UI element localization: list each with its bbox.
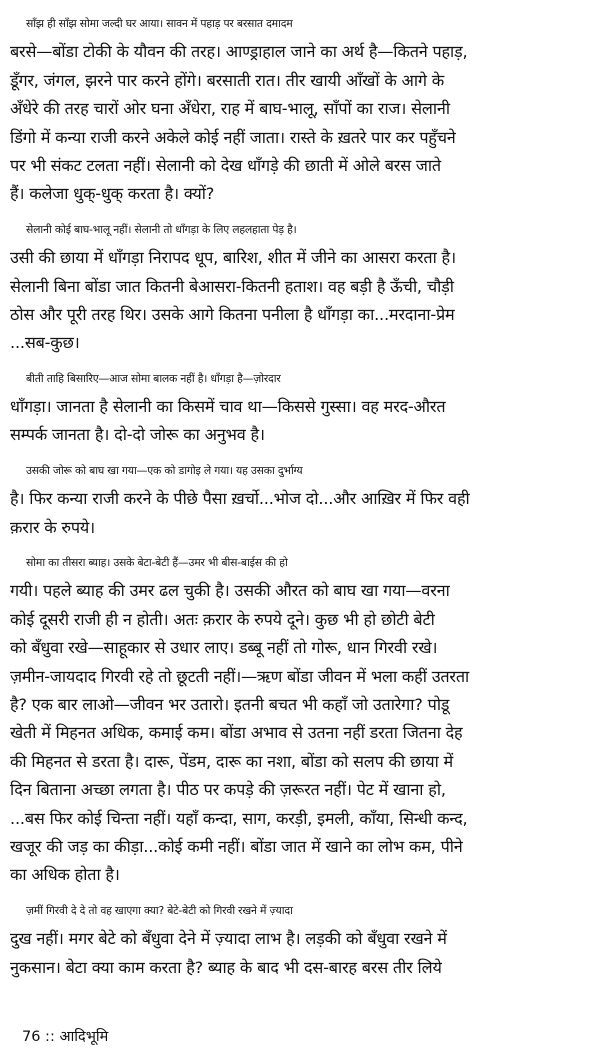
text-line: सम्पर्क जानता है। दो-दो जोरू का अनुभव है। [10,425,265,445]
text-line: ज़मीं गिरवी दे दे तो वह खाएगा क्या? बेटे-बेटी को गिरवी रखने में ज़्यादा [26,903,293,917]
text-line: दुख नहीं। मगर बेटे को बँधुवा देने में ज़्यादा लाभ है। लड़की को बँधुवा रखने में [10,929,447,949]
text-line: ...बस फिर कोई चिन्ता नहीं। यहाँ कन्दा, साग, करड़ी, इमली, काँया, सिन्धी कन्द, [10,808,468,828]
text-line: खेती में मिहनत अधिक, कमाई कम। बोंडा अभाव से उतना नहीं डरता जितना देह [10,723,463,743]
paragraph-6 [10,897,586,982]
text-line: सोमा का तीसरा ब्याह। उसके बेटा-बेटी हैं—उमर भी बीस-बाईस की हो [26,556,288,570]
text-line: ठोस और पूरी तरह थिर। उसके आगे कितना पनीला है धाँगड़ा का...मरदाना-प्रेम [10,304,455,324]
text-line: को बँधुवा रखे—साहूकार से उधार लाए। डब्बू नहीं तो गोरू, धान गिरवी रखे। [10,638,438,658]
text-line: नुकसान। बेटा क्या काम करता है? ब्याह के बाद भी दस-बारह बरस तीर लिये [10,957,442,977]
text-line: अँधेरे की तरह चारों ओर घना अँधेरा, राह में बाघ-भालू, साँपों का राज। सेलानी [10,99,450,119]
text-line: साँझ ही साँझ सोमा जल्दी घर आया। सावन में पहाड़ पर बरसात दमादम [26,17,293,30]
text-line: धाँगड़ा। जानता है सेलानी का किसमें चाव था—किससे गुस्सा। वह मरद-औरत [10,397,446,417]
text-line: उसकी जोरू को बाघ खा गया—एक को डागोइ ले गया। यह उसका दुर्भाग्य [26,463,303,477]
text-line: गयी। पहले ब्याह की उमर ढल चुकी है। उसकी औरत को बाघ खा गया—वरना [10,581,450,601]
text-line: है? एक बार लाओ—जीवन भर उतारो। इतनी बचत भी कहाँ जो उतारेगा? पोडू [10,694,450,714]
text-line: बरसे—बोंडा टोकी के यौवन की तरह। आण्ड्राहाल जाने का अर्थ है—कितने पहाड़, [10,42,468,62]
text-line: डिंगो में कन्या राजी करने अकेले कोई नहीं जाता। रास्ते के ख़तरे पार कर पहुँचने [10,127,456,147]
page-footer: 76 :: आदिभूमि [22,1029,109,1045]
paragraph-5 [10,549,586,890]
text-line: ज़मीन-जायदाद गिरवी रहे तो छूटती नहीं।—ऋण बोंडा जीवन में भला कहीं उतरता [10,666,470,686]
text-line: पर भी संकट टलता नहीं। सेलानी को देख धाँगड़े की छाती में ओले बरस जाते [10,155,441,175]
text-line: दिन बिताना अच्छा लगता है। पीठ पर कपड़े की ज़रूरत नहीं। पेट में खाना हो, [10,780,446,800]
text-line: खजूर की जड़ का कीड़ा...कोई कमी नहीं। बोंडा जात में खाने का लोभ कम, पीने [10,836,463,856]
text-line: की मिहनत से डरता है। दारू, पेंडम, दारू का नशा, बोंडा को सलप की छाया में [10,751,454,771]
paragraph-3 [10,365,586,450]
text-line: है। फिर कन्या राजी करने के पीछे पैसा ख़र्चो...भोज दो...और आख़िर में फिर वही [10,489,470,509]
text-line: कोई दूसरी राजी ही न होती। अतः क़रार के रुपये दूने। कुछ भी हो छोटी बेटी [10,609,435,629]
text-line: सेलानी कोई बाघ-भालू नहीं। सेलानी तो धाँगड़ा के लिए लहलहाता पेड़ है। [26,222,297,236]
text-line: उसी की छाया में धाँगड़ा निरापद धूप, बारिश, शीत में जीने का आसरा करता है। [10,248,456,268]
text-line: बीती ताहि बिसारिए—आज सोमा बालक नहीं है। धाँगड़ा है—ज़ोरदार [26,371,281,385]
text-line: सेलानी बिना बोंडा जात कितनी बेआसरा-कितनी हताश। वह बड़ी है ऊँची, चौड़ी [10,276,454,296]
text-line: का अधिक होता है। [10,865,120,885]
paragraph-1 [10,10,586,209]
text-line: हैं। कलेजा धुक्-धुक् करता है। क्यों? [10,184,215,204]
paragraph-2 [10,216,586,358]
text-line: क़रार के रुपये। [10,517,95,537]
text-line: ...सब-कुछ। [10,333,80,353]
text-line: डूँगर, जंगल, झरने पार करने होंगे। बरसाती रात। तीर खायी आँखों के आगे के [10,70,444,90]
paragraph-4 [10,457,586,542]
